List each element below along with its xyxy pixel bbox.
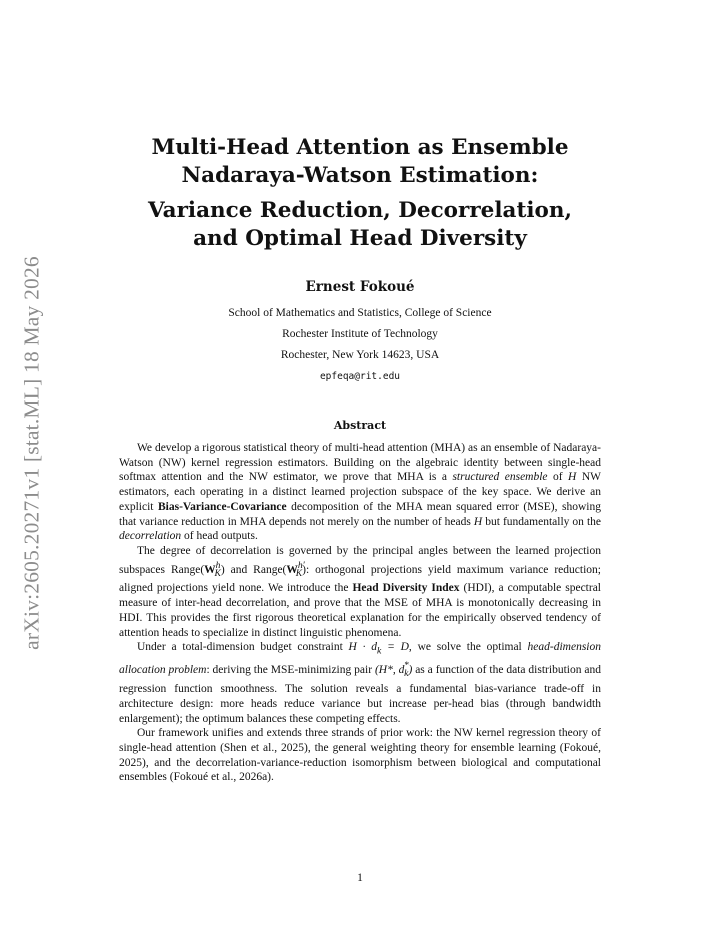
affiliation-line-2: Rochester Institute of Technology bbox=[282, 328, 438, 340]
affiliation-line-3: Rochester, New York 14623, USA bbox=[280, 349, 440, 361]
arxiv-sidebar bbox=[18, 248, 46, 658]
abstract-paragraph-3: Under a total-dimension budget constraint $H \cdot d_k = D$, we solve the optimal head-dimension allocation problem: deriving the MSE-minimizing pair (H*, $d^*_k$) as a function of the data distribution and regression function smoothness. The solution reveals a fundamental bias-variance trade-off in architecture design: more heads reduce variance but increase per-head bias (through bandwidth enlargement); the optimum balances these competing effects. bbox=[119, 641, 601, 725]
abstract-paragraph-4: Our framework unifies and extends three strands of prior work: the NW kernel regression theory of single-head attention (Shen et al., 2025), the general weighting theory for ensemble learning (Fokoué, 2025), and the decorrelation-variance-reduction isomorphism between biological and computational ensembles (Fokoué et al., 2026a). bbox=[119, 727, 601, 784]
author-email: epfeqa@rit.edu bbox=[319, 371, 401, 382]
title-line-3: Variance Reduction, Decorrelation, bbox=[147, 198, 573, 223]
abstract-paragraph-1: We develop a rigorous statistical theory of multi-head attention (MHA) as an ensemble of Nadaraya-Watson (NW) kernel regression estimators. Building on the algebraic identity between single-head softmax attention and the NW estimator, we prove that MHA is a structured ensemble of H NW estimators, each operating in a distinct learned projection subspace of the key space. We derive an explicit Bias-Variance-Covariance decomposition of the MHA mean squared error (MSE), showing that variance reduction in MHA depends not merely on the number of heads H but fundamentally on the decorrelation of head outputs. bbox=[119, 442, 602, 543]
abstract-heading: Abstract bbox=[333, 419, 387, 432]
abstract-body bbox=[119, 441, 601, 785]
title-line-2: Nadaraya-Watson Estimation: bbox=[181, 163, 539, 188]
affiliation-line-1: School of Mathematics and Statistics, College of Science bbox=[228, 307, 492, 319]
paper-title bbox=[110, 134, 610, 253]
title-line-4: and Optimal Head Diversity bbox=[193, 226, 527, 251]
author-affiliation bbox=[140, 303, 580, 387]
author-name: Ernest Fokoué bbox=[305, 279, 415, 295]
subtitle bbox=[110, 197, 610, 253]
title-line-1: Multi-Head Attention as Ensemble bbox=[151, 135, 569, 160]
page-number: 1 bbox=[357, 872, 363, 884]
abstract-paragraph-2: The degree of decorrelation is governed by the principal angles between the learned projection subspaces $Range(W^h_K)$ and $Range(W^{h'}_K)$: orthogonal projections yield maximum variance reduction; aligned projections yield none. We introduce the Head Diversity Index (HDI), a computable spectral measure of inter-head decorrelation, and prove that the MSE of MHA is monotonically decreasing in HDI. This provides the first rigorous theoretical explanation for the empirically observed tendency of attention heads to specialize in distinct linguistic phenomena. bbox=[119, 544, 601, 639]
arxiv-id: arXiv:2605.20271v1 [stat.ML] 18 May 2026 bbox=[19, 256, 44, 650]
